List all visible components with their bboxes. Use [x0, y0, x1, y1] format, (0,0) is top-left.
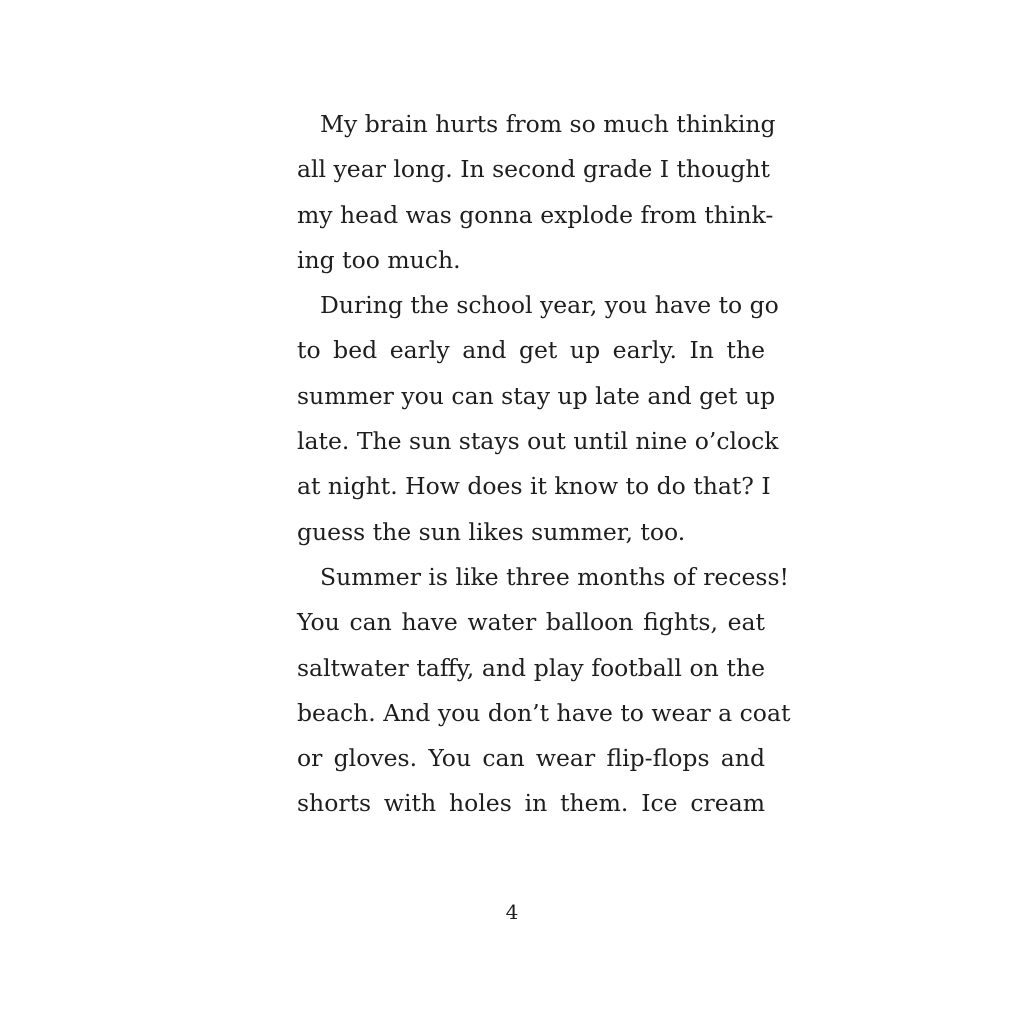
- text-line: summer you can stay up late and get up: [297, 381, 776, 410]
- body-text: [297, 102, 791, 827]
- text-line: My brain hurts from so much thinking: [320, 110, 776, 138]
- text-line: to bed early and get up early. In the: [297, 336, 765, 365]
- text-line: or gloves. You can wear flip-flops and: [297, 744, 765, 773]
- text-line: saltwater taffy, and play football on the: [297, 653, 765, 682]
- text-line: shorts with holes in them. Ice cream: [297, 789, 765, 818]
- text-line: During the school year, you have to go: [320, 291, 779, 320]
- text-line: ing too much.: [297, 245, 461, 274]
- text-line: guess the sun likes summer, too.: [297, 517, 686, 546]
- text-line: beach. And you don’t have to wear a coat: [297, 698, 791, 727]
- text-line: You can have water balloon fights, eat: [297, 608, 765, 637]
- text-line: all year long. In second grade I thought: [297, 155, 770, 184]
- text-line: Summer is like three months of recess!: [320, 562, 789, 591]
- text-line: at night. How does it know to do that? I: [297, 472, 771, 501]
- page-number: 4: [505, 900, 519, 924]
- text-line: late. The sun stays out until nine o’clock: [297, 427, 779, 456]
- text-line: my head was gonna explode from think-: [297, 200, 774, 229]
